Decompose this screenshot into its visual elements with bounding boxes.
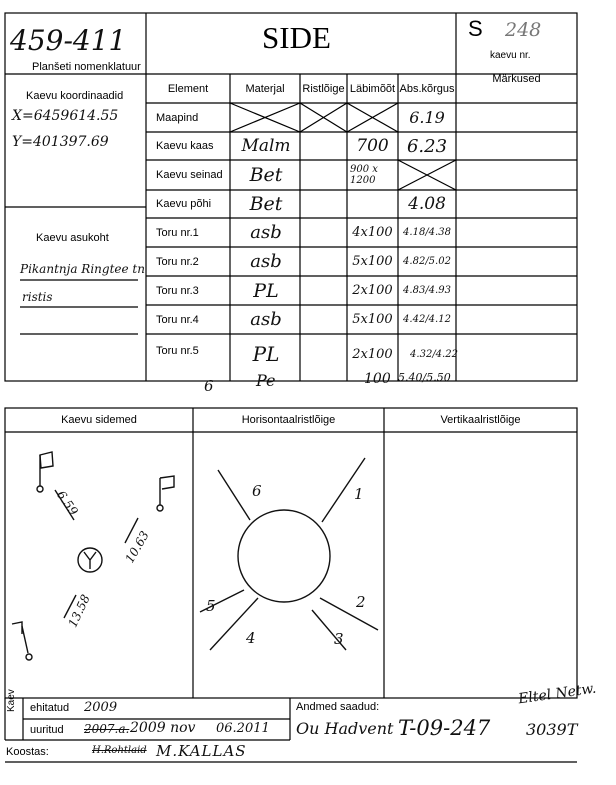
author-label: Koostas: <box>6 746 49 758</box>
row-height: 4.08 <box>408 194 446 214</box>
row-material: PL <box>253 279 279 302</box>
row-height: 4.83/4.93 <box>403 285 451 296</box>
row-material: Bet <box>249 164 283 186</box>
header-diameter: Läbimõõt <box>349 82 396 95</box>
pipe-label: 2 <box>356 593 366 611</box>
row-element: Maapind <box>156 111 199 124</box>
row-diameter: 5x100 <box>352 312 393 327</box>
tie-distance: 10.63 <box>122 528 152 566</box>
data-from-label: Andmed saadud: <box>296 701 380 713</box>
surveyed-label: uuritud <box>30 724 64 736</box>
built-value: 2009 <box>84 700 118 715</box>
pipe-label: 6 <box>252 482 262 500</box>
pipe-label: 3 <box>334 630 344 648</box>
row-element: Toru nr.5 <box>156 345 199 357</box>
extra-pipe-diameter: 100 <box>364 371 391 387</box>
header-height: Abs.kõrgus <box>399 82 455 95</box>
location-line1: Pikantnja Ringtee tn <box>20 262 145 276</box>
row-diameter: 2x100 <box>352 346 393 362</box>
row-height: 4.32/4.22 <box>410 348 458 360</box>
row-element: Toru nr.2 <box>156 255 199 268</box>
coords-label: Kaevu koordinaadid <box>26 90 124 102</box>
tie-distance: 13.58 <box>65 592 93 630</box>
well-prefix: S <box>468 16 483 41</box>
row-diameter: 2x100 <box>352 283 393 298</box>
footer-side-label: Kaev <box>6 689 17 712</box>
location-line2: ristis <box>22 290 53 304</box>
row-height: 4.42/4.12 <box>403 314 451 325</box>
row-material: PL <box>252 342 280 366</box>
row-diameter: 4x100 <box>352 225 393 240</box>
row-height: 6.19 <box>409 108 445 127</box>
surveyed-value: 2009 nov <box>130 720 196 736</box>
extra-pipe-material: Pe <box>256 371 276 390</box>
header-notes: Märkused <box>492 73 541 85</box>
row-material: Bet <box>249 193 283 215</box>
signature-company: Eltel Netw. <box>517 680 598 708</box>
section-horizontal-title: Horisontaalristlõige <box>241 414 336 426</box>
header-material: Materjal <box>245 82 285 95</box>
row-element: Toru nr.3 <box>156 284 199 297</box>
coord-y: Y=401397.69 <box>12 134 109 150</box>
nomenclature-label: Planšeti nomenklatuur <box>32 61 141 73</box>
author-value: M.KALLAS <box>156 742 247 760</box>
section-ties-title: Kaevu sidemed <box>61 414 137 426</box>
pipe-label: 5 <box>206 597 216 615</box>
document-number: T-09-247 <box>398 716 491 740</box>
row-diameter: 700 <box>356 136 389 156</box>
row-diameter: 900 x 1200 <box>350 164 378 186</box>
row-element: Kaevu seinad <box>156 169 223 181</box>
row-height: 6.23 <box>406 135 448 157</box>
page-title: SIDE <box>262 20 331 55</box>
coord-x: X=6459614.55 <box>12 108 119 124</box>
row-element: Kaevu kaas <box>156 140 214 152</box>
pipe-label: 4 <box>246 629 256 647</box>
extra-pipe-number: 6 <box>204 377 214 395</box>
row-material: Malm <box>241 136 291 156</box>
well-number: 248 <box>505 19 542 41</box>
location-label: Kaevu asukoht <box>36 232 109 244</box>
row-element: Toru nr.4 <box>156 313 199 326</box>
header-cross: Ristlõige <box>302 82 345 95</box>
extra-pipe-height: 5.40/5.50 <box>398 371 451 384</box>
row-element: Kaevu põhi <box>156 198 212 210</box>
row-material: asb <box>250 251 282 272</box>
surveyed-date: 06.2011 <box>216 721 270 736</box>
row-diameter: 5x100 <box>352 254 393 269</box>
row-height: 4.82/5.02 <box>403 256 451 267</box>
row-material: asb <box>250 309 282 330</box>
built-label: ehitatud <box>30 702 70 714</box>
pipe-label: 1 <box>354 485 364 503</box>
nomenclature-value: 459-411 <box>10 24 127 57</box>
row-height: 4.18/4.38 <box>403 227 451 238</box>
well-number-label: kaevu nr. <box>490 50 531 61</box>
row-element: Toru nr.1 <box>156 226 199 239</box>
surveyed-struck: 2007.a. <box>84 722 130 736</box>
section-vertical-title: Vertikaalristlõige <box>440 414 521 426</box>
data-from-value: Ou Hadvent <box>296 719 394 738</box>
signature-code: 3039T <box>526 720 578 739</box>
row-material: asb <box>250 222 282 243</box>
author-struck: H.Rohtlaid <box>92 745 147 756</box>
tie-distance: 6.59 <box>53 488 81 518</box>
header-element: Element <box>167 82 209 95</box>
